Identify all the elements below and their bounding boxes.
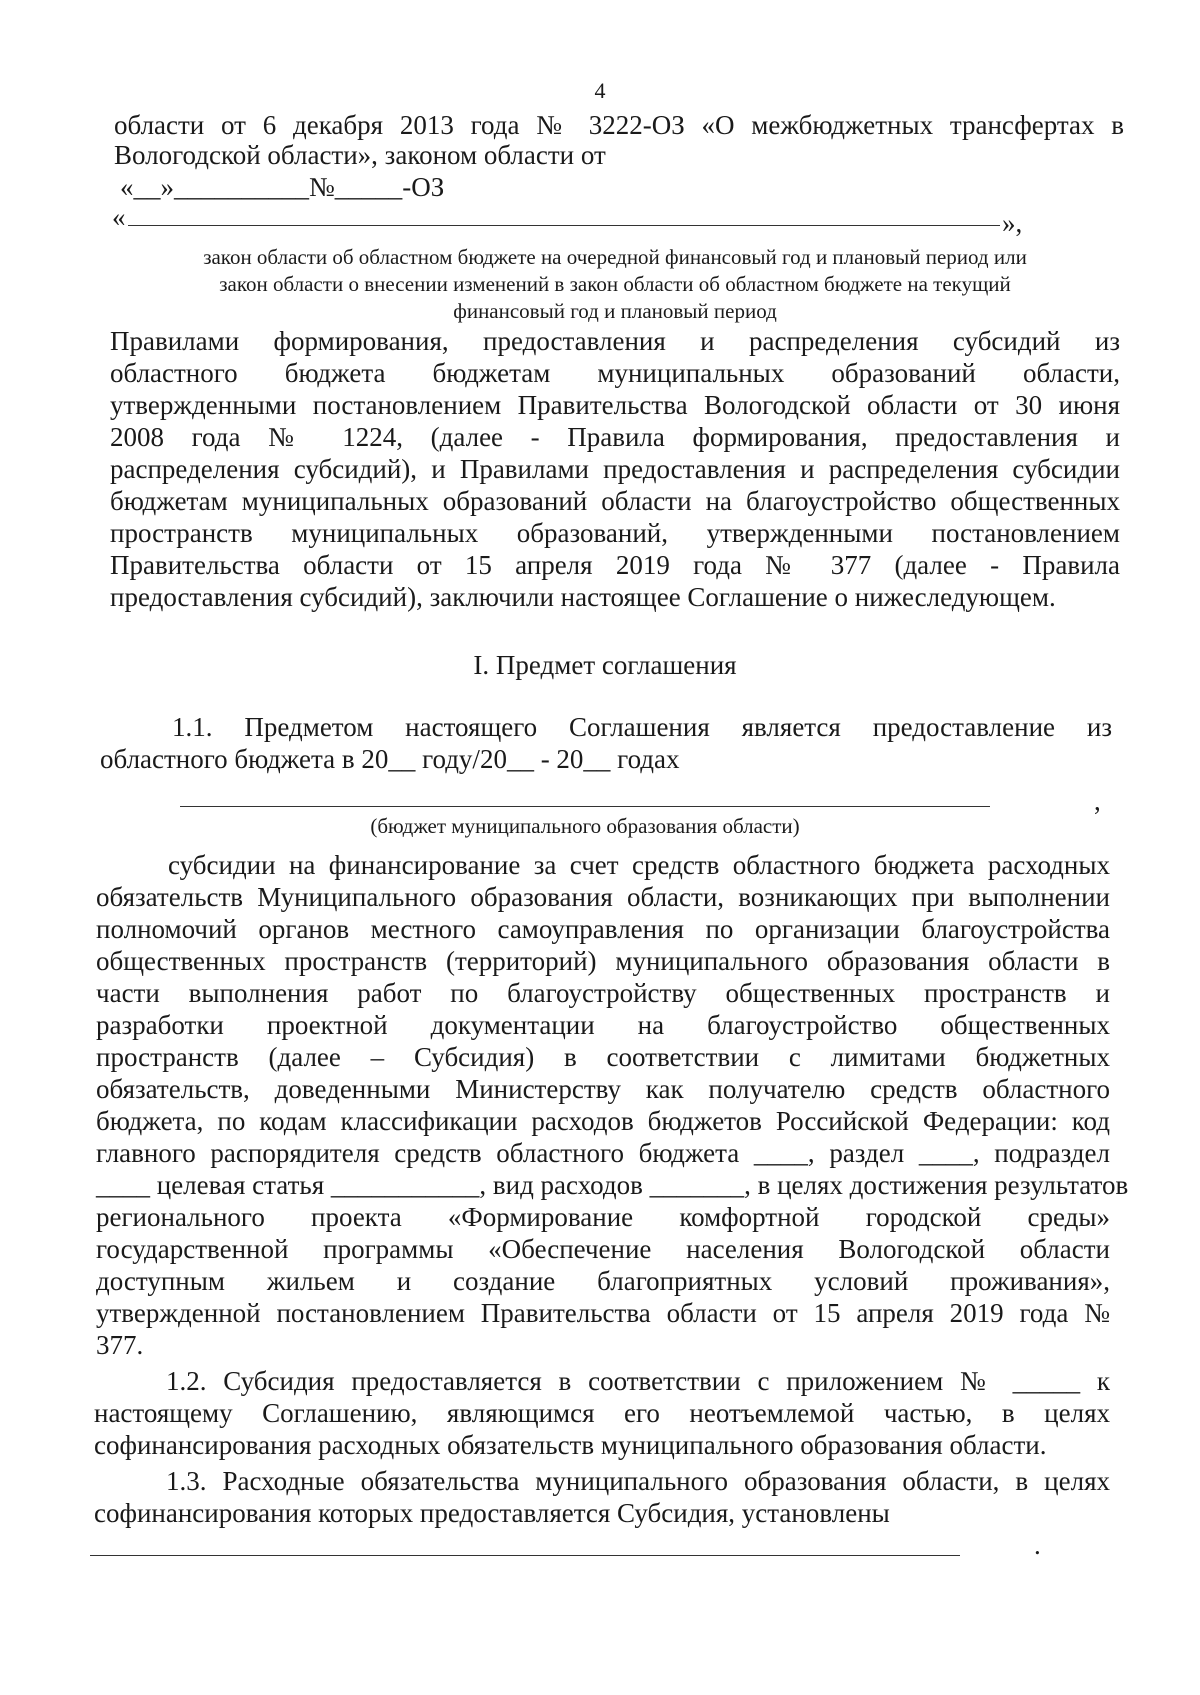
text-line: обязательств, доведенными Министерству как получателю средств областного bbox=[96, 1074, 1110, 1104]
text-line: пространств муниципальных образований, утвержденными постановлением bbox=[110, 518, 1120, 548]
text-line: регионального проекта «Формирование комфортной городской среды» bbox=[96, 1202, 1110, 1232]
quote-open: « bbox=[112, 202, 126, 232]
text-line: полномочий органов местного самоуправления по организации благоустройства bbox=[96, 914, 1110, 944]
text-line: бюджетам муниципальных образований области на благоустройство общественных bbox=[110, 486, 1120, 516]
text-line: части выполнения работ по благоустройству общественных пространств и bbox=[96, 978, 1110, 1008]
text-line: разработки проектной документации на благоустройство общественных bbox=[96, 1010, 1110, 1040]
quote-close: », bbox=[1002, 208, 1023, 238]
text-line: 377. bbox=[96, 1330, 144, 1360]
text-line: Правительства области от 15 апреля 2019 года № 377 (далее - Правила bbox=[110, 550, 1120, 580]
law-blank-line bbox=[128, 225, 1000, 226]
budget-comma: , bbox=[1094, 786, 1101, 816]
text-line: ____ целевая статья ___________, вид расходов _______, в целях достижения результатов bbox=[96, 1170, 1129, 1200]
text-line: пространств (далее – Субсидия) в соответствии с лимитами бюджетных bbox=[96, 1042, 1110, 1072]
obligation-blank-line bbox=[90, 1555, 960, 1556]
intro-line-3: «__»__________№_____-ОЗ bbox=[120, 172, 445, 202]
text-line: утвержденной постановлением Правительства области от 15 апреля 2019 года № bbox=[96, 1298, 1110, 1328]
text-line: 1.2. Субсидия предоставляется в соответствии с приложением № _____ к bbox=[166, 1366, 1110, 1396]
text-line: государственной программы «Обеспечение населения Вологодской области bbox=[96, 1234, 1110, 1264]
intro-line-1: области от 6 декабря 2013 года № 3222-ОЗ «О межбюджетных трансфертах в bbox=[114, 110, 1124, 140]
text-line: настоящему Соглашению, являющимся его неотъемлемой частью, в целях bbox=[94, 1398, 1110, 1428]
text-line: софинансирования расходных обязательств муниципального образования области. bbox=[94, 1430, 1047, 1460]
text-line: доступным жильем и создание благоприятных условий проживания», bbox=[96, 1266, 1110, 1296]
text-line: 1.3. Расходные обязательства муниципального образования области, в целях bbox=[166, 1466, 1110, 1496]
text-line: 2008 года № 1224, (далее - Правила формирования, предоставления и bbox=[110, 422, 1120, 452]
text-line: обязательств Муниципального образования области, возникающих при выполнении bbox=[96, 882, 1110, 912]
text-line: бюджета, по кодам классификации расходов бюджетов Российской Федерации: код bbox=[96, 1106, 1110, 1136]
text-line: Правилами формирования, предоставления и распределения субсидий из bbox=[110, 326, 1120, 356]
budget-note: (бюджет муниципального образования области) bbox=[370, 814, 800, 838]
budget-blank-line bbox=[180, 806, 990, 807]
page-number: 4 bbox=[594, 78, 606, 103]
trailing-dot: . bbox=[1034, 1530, 1041, 1560]
text-line: главного распорядителя средств областного бюджета ____, раздел ____, подраздел bbox=[96, 1138, 1110, 1168]
text-line: предоставления субсидий), заключили настоящее Соглашение о нижеследующем. bbox=[110, 582, 1056, 612]
law-note-line-3: финансовый год и плановый период bbox=[453, 299, 777, 323]
text-line: общественных пространств (территорий) муниципального образования области в bbox=[96, 946, 1110, 976]
law-note-line-2: закон области о внесении изменений в закон области об областном бюджете на текущий bbox=[219, 272, 1011, 296]
intro-line-2: Вологодской области», законом области от bbox=[114, 140, 606, 170]
clause-1-1-line-2: областного бюджета в 20__ году/20__ - 20__ годах bbox=[100, 744, 680, 774]
text-line: распределения субсидий), и Правилами предоставления и распределения субсидии bbox=[110, 454, 1120, 484]
text-line: утвержденными постановлением Правительства Вологодской области от 30 июня bbox=[110, 390, 1120, 420]
text-line: областного бюджета бюджетам муниципальных образований области, bbox=[110, 358, 1120, 388]
section-title: I. Предмет соглашения bbox=[473, 650, 737, 680]
text-line: субсидии на финансирование за счет средств областного бюджета расходных bbox=[168, 850, 1110, 880]
text-line: софинансирования которых предоставляется Субсидия, установлены bbox=[94, 1498, 890, 1528]
law-note-line-1: закон области об областном бюджете на очередной финансовый год и плановый период или bbox=[203, 245, 1027, 269]
clause-1-1-line-1: 1.1. Предметом настоящего Соглашения является предоставление из bbox=[172, 712, 1112, 742]
